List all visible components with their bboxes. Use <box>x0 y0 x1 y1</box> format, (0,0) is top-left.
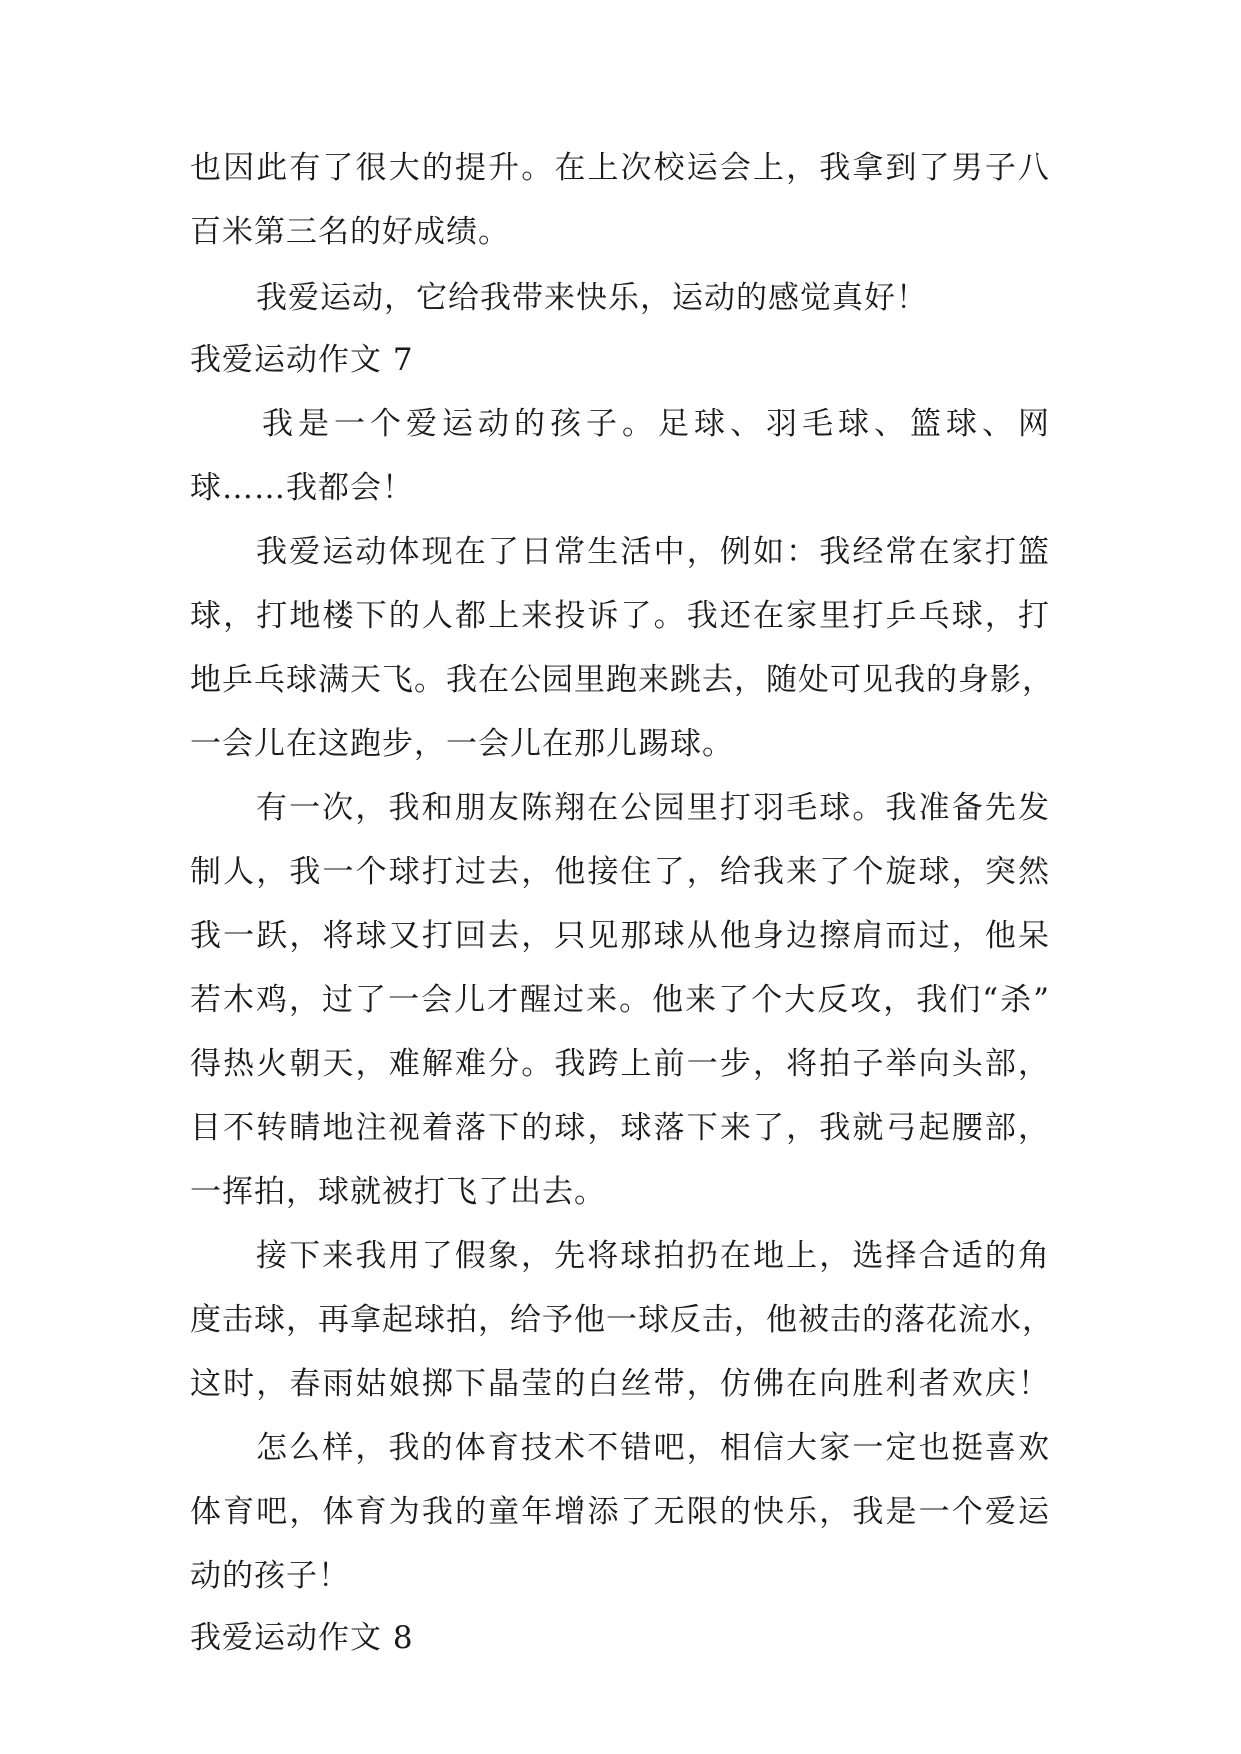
text-line: 我爱运动体现在了日常生活中，例如：我经常在家打篮 <box>256 534 1050 570</box>
text-line: 有一次，我和朋友陈翔在公园里打羽毛球。我准备先发 <box>256 790 1050 826</box>
text-line: 地乒乓球满天飞。我在公园里跑来跳去，随处可见我的身影， <box>190 662 1054 698</box>
text-line: 接下来我用了假象，先将球拍扔在地上，选择合适的角 <box>256 1238 1050 1274</box>
text-line: 百米第三名的好成绩。 <box>190 214 510 250</box>
text-line: 这时，春雨姑娘掷下晶莹的白丝带，仿佛在向胜利者欢庆！ <box>190 1366 1050 1402</box>
text-line: 目不转睛地注视着落下的球，球落下来了，我就弓起腰部， <box>190 1110 1050 1146</box>
essay-heading-8: 我爱运动作文 8 <box>190 1620 414 1656</box>
text-line: 也因此有了很大的提升。在上次校运会上，我拿到了男子八 <box>190 150 1050 186</box>
text-line: 我爱运动，它给我带来快乐，运动的感觉真好！ <box>256 280 928 316</box>
text-line: 一挥拍，球就被打飞了出去。 <box>190 1174 606 1210</box>
text-line: 动的孩子！ <box>190 1558 350 1594</box>
text-line: 我一跃，将球又打回去，只见那球从他身边擦肩而过，他呆 <box>190 918 1050 954</box>
text-line: 一会儿在这跑步，一会儿在那儿踢球。 <box>190 726 734 762</box>
text-line: 球……我都会！ <box>190 470 414 506</box>
text-line: 怎么样，我的体育技术不错吧，相信大家一定也挺喜欢 <box>256 1430 1050 1466</box>
text-line: 若木鸡，过了一会儿才醒过来。他来了个大反攻，我们“杀” <box>190 982 1050 1018</box>
text-line: 得热火朝天，难解难分。我跨上前一步，将拍子举向头部， <box>190 1046 1050 1082</box>
text-line: 体育吧，体育为我的童年增添了无限的快乐，我是一个爱运 <box>190 1494 1050 1530</box>
essay-heading-7: 我爱运动作文 7 <box>190 342 414 378</box>
text-line: 球，打地楼下的人都上来投诉了。我还在家里打乒乓球，打 <box>190 598 1050 634</box>
text-line: 度击球，再拿起球拍，给予他一球反击，他被击的落花流水， <box>190 1302 1054 1338</box>
text-line: 制人，我一个球打过去，他接住了，给我来了个旋球，突然 <box>190 854 1050 890</box>
text-line: 我是一个爱运动的孩子。足球、羽毛球、篮球、网 <box>262 406 1050 442</box>
